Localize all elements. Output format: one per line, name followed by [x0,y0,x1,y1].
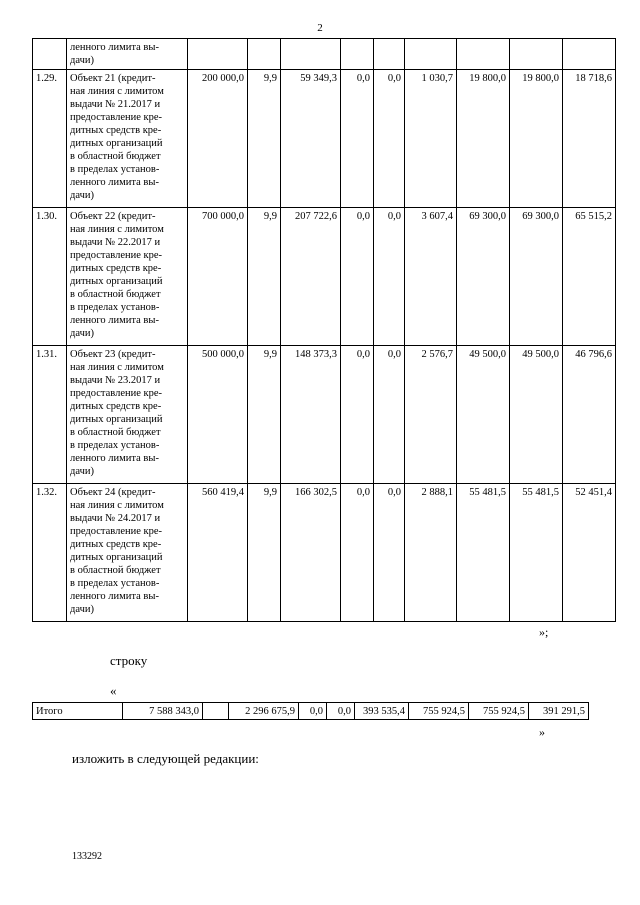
description-line: дитных средств кре- [70,401,162,413]
description-line: дитных организаций [70,276,163,288]
edit-instruction: изложить в следующей редакции: [72,751,259,766]
itogo-cell: 391 291,5 [529,703,589,720]
value-cell: 0,0 [341,346,374,484]
value-cell: 166 302,5 [281,484,341,622]
itogo-cell: 393 535,4 [355,703,409,720]
description-line: предоставление кре- [70,526,163,538]
table-row [33,70,616,208]
description-line: предоставление кре- [70,388,163,400]
row-description [67,346,188,484]
row-index: 1.30. [33,208,67,346]
description-line: в областной бюджет [70,289,161,301]
value-cell [510,39,563,70]
value-cell: 46 796,6 [563,346,616,484]
row-index [33,39,67,70]
row-index: 1.29. [33,70,67,208]
description-line: Объект 23 (кредит- [70,349,156,361]
description-line: выдачи № 24.2017 и [70,513,161,525]
value-cell [405,39,457,70]
value-cell: 560 419,4 [188,484,248,622]
value-cell: 55 481,5 [457,484,510,622]
description-line: Объект 21 (кредит- [70,73,156,85]
description-line: Объект 22 (кредит- [70,211,156,223]
itogo-cell: 2 296 675,9 [229,703,299,720]
description-line: ленного лимита вы- [70,42,159,53]
row-description [67,39,188,70]
description-line: дачи) [70,466,94,478]
itogo-cell [203,703,229,720]
value-cell: 0,0 [374,346,405,484]
value-cell: 0,0 [374,208,405,346]
description-line: дачи) [70,328,94,340]
description-line: дитных организаций [70,414,163,426]
description-line: ная линия с лимитом [70,86,164,98]
description-line: выдачи № 21.2017 и [70,99,161,111]
value-cell: 49 500,0 [510,346,563,484]
value-cell: 148 373,3 [281,346,341,484]
value-cell: 0,0 [374,484,405,622]
value-cell [563,39,616,70]
value-cell [457,39,510,70]
value-cell: 69 300,0 [457,208,510,346]
description-line: в пределах установ- [70,578,160,590]
row-description [67,208,188,346]
closing-quote-1: »; [539,625,549,639]
row-index: 1.32. [33,484,67,622]
value-cell: 700 000,0 [188,208,248,346]
value-cell [281,39,341,70]
value-cell [341,39,374,70]
description-line: ная линия с лимитом [70,224,164,236]
description-line: дитных организаций [70,552,163,564]
value-cell [188,39,248,70]
value-cell: 19 800,0 [457,70,510,208]
value-cell: 1 030,7 [405,70,457,208]
table-row [33,484,616,622]
description-line: предоставление кре- [70,250,163,262]
value-cell: 2 888,1 [405,484,457,622]
value-cell: 0,0 [374,70,405,208]
page-number: 2 [317,22,323,34]
description-line: ленного лимита вы- [70,315,159,327]
description-line: в пределах установ- [70,302,160,314]
description-line: Объект 24 (кредит- [70,487,156,499]
itogo-table [32,702,589,720]
value-cell: 0,0 [341,208,374,346]
value-cell: 9,9 [248,346,281,484]
value-cell: 69 300,0 [510,208,563,346]
value-cell: 0,0 [341,484,374,622]
value-cell: 207 722,6 [281,208,341,346]
description-line: ная линия с лимитом [70,362,164,374]
value-cell: 3 607,4 [405,208,457,346]
value-cell: 2 576,7 [405,346,457,484]
table-row [33,208,616,346]
description-line: дитных средств кре- [70,263,162,275]
value-cell: 9,9 [248,484,281,622]
word-stroku: строку [110,653,148,668]
itogo-cell: 0,0 [327,703,355,720]
description-line: дачи) [70,604,94,616]
description-line: дитных средств кре- [70,125,162,137]
document-code: 133292 [72,851,102,862]
value-cell: 500 000,0 [188,346,248,484]
value-cell: 9,9 [248,208,281,346]
row-description [67,484,188,622]
row-index: 1.31. [33,346,67,484]
description-line: выдачи № 22.2017 и [70,237,161,249]
row-description [67,70,188,208]
description-line: дитных средств кре- [70,539,162,551]
itogo-cell: 0,0 [299,703,327,720]
value-cell: 65 515,2 [563,208,616,346]
description-line: в пределах установ- [70,440,160,452]
itogo-row [33,703,589,720]
value-cell: 19 800,0 [510,70,563,208]
description-line: ленного лимита вы- [70,453,159,465]
description-line: дачи) [70,190,94,202]
itogo-cell: 755 924,5 [409,703,469,720]
description-line: дачи) [70,55,94,67]
objects-table [32,38,616,622]
description-line: в пределах установ- [70,164,160,176]
description-line: выдачи № 23.2017 и [70,375,161,387]
description-line: дитных организаций [70,138,163,150]
description-line: в областной бюджет [70,427,161,439]
description-line: ная линия с лимитом [70,500,164,512]
description-line: в областной бюджет [70,151,161,163]
value-cell: 59 349,3 [281,70,341,208]
description-line: предоставление кре- [70,112,163,124]
value-cell: 49 500,0 [457,346,510,484]
value-cell: 55 481,5 [510,484,563,622]
value-cell: 200 000,0 [188,70,248,208]
value-cell: 52 451,4 [563,484,616,622]
itogo-cell: 755 924,5 [469,703,529,720]
itogo-cell: 7 588 343,0 [123,703,203,720]
table-row [33,346,616,484]
description-line: в областной бюджет [70,565,161,577]
value-cell [248,39,281,70]
description-line: ленного лимита вы- [70,591,159,603]
description-line: ленного лимита вы- [70,177,159,189]
table-row [33,39,616,70]
value-cell: 0,0 [341,70,374,208]
value-cell: 18 718,6 [563,70,616,208]
closing-quote-2: » [539,725,545,739]
value-cell: 9,9 [248,70,281,208]
value-cell [374,39,405,70]
opening-quote: « [110,683,117,698]
itogo-label: Итого [33,703,123,720]
